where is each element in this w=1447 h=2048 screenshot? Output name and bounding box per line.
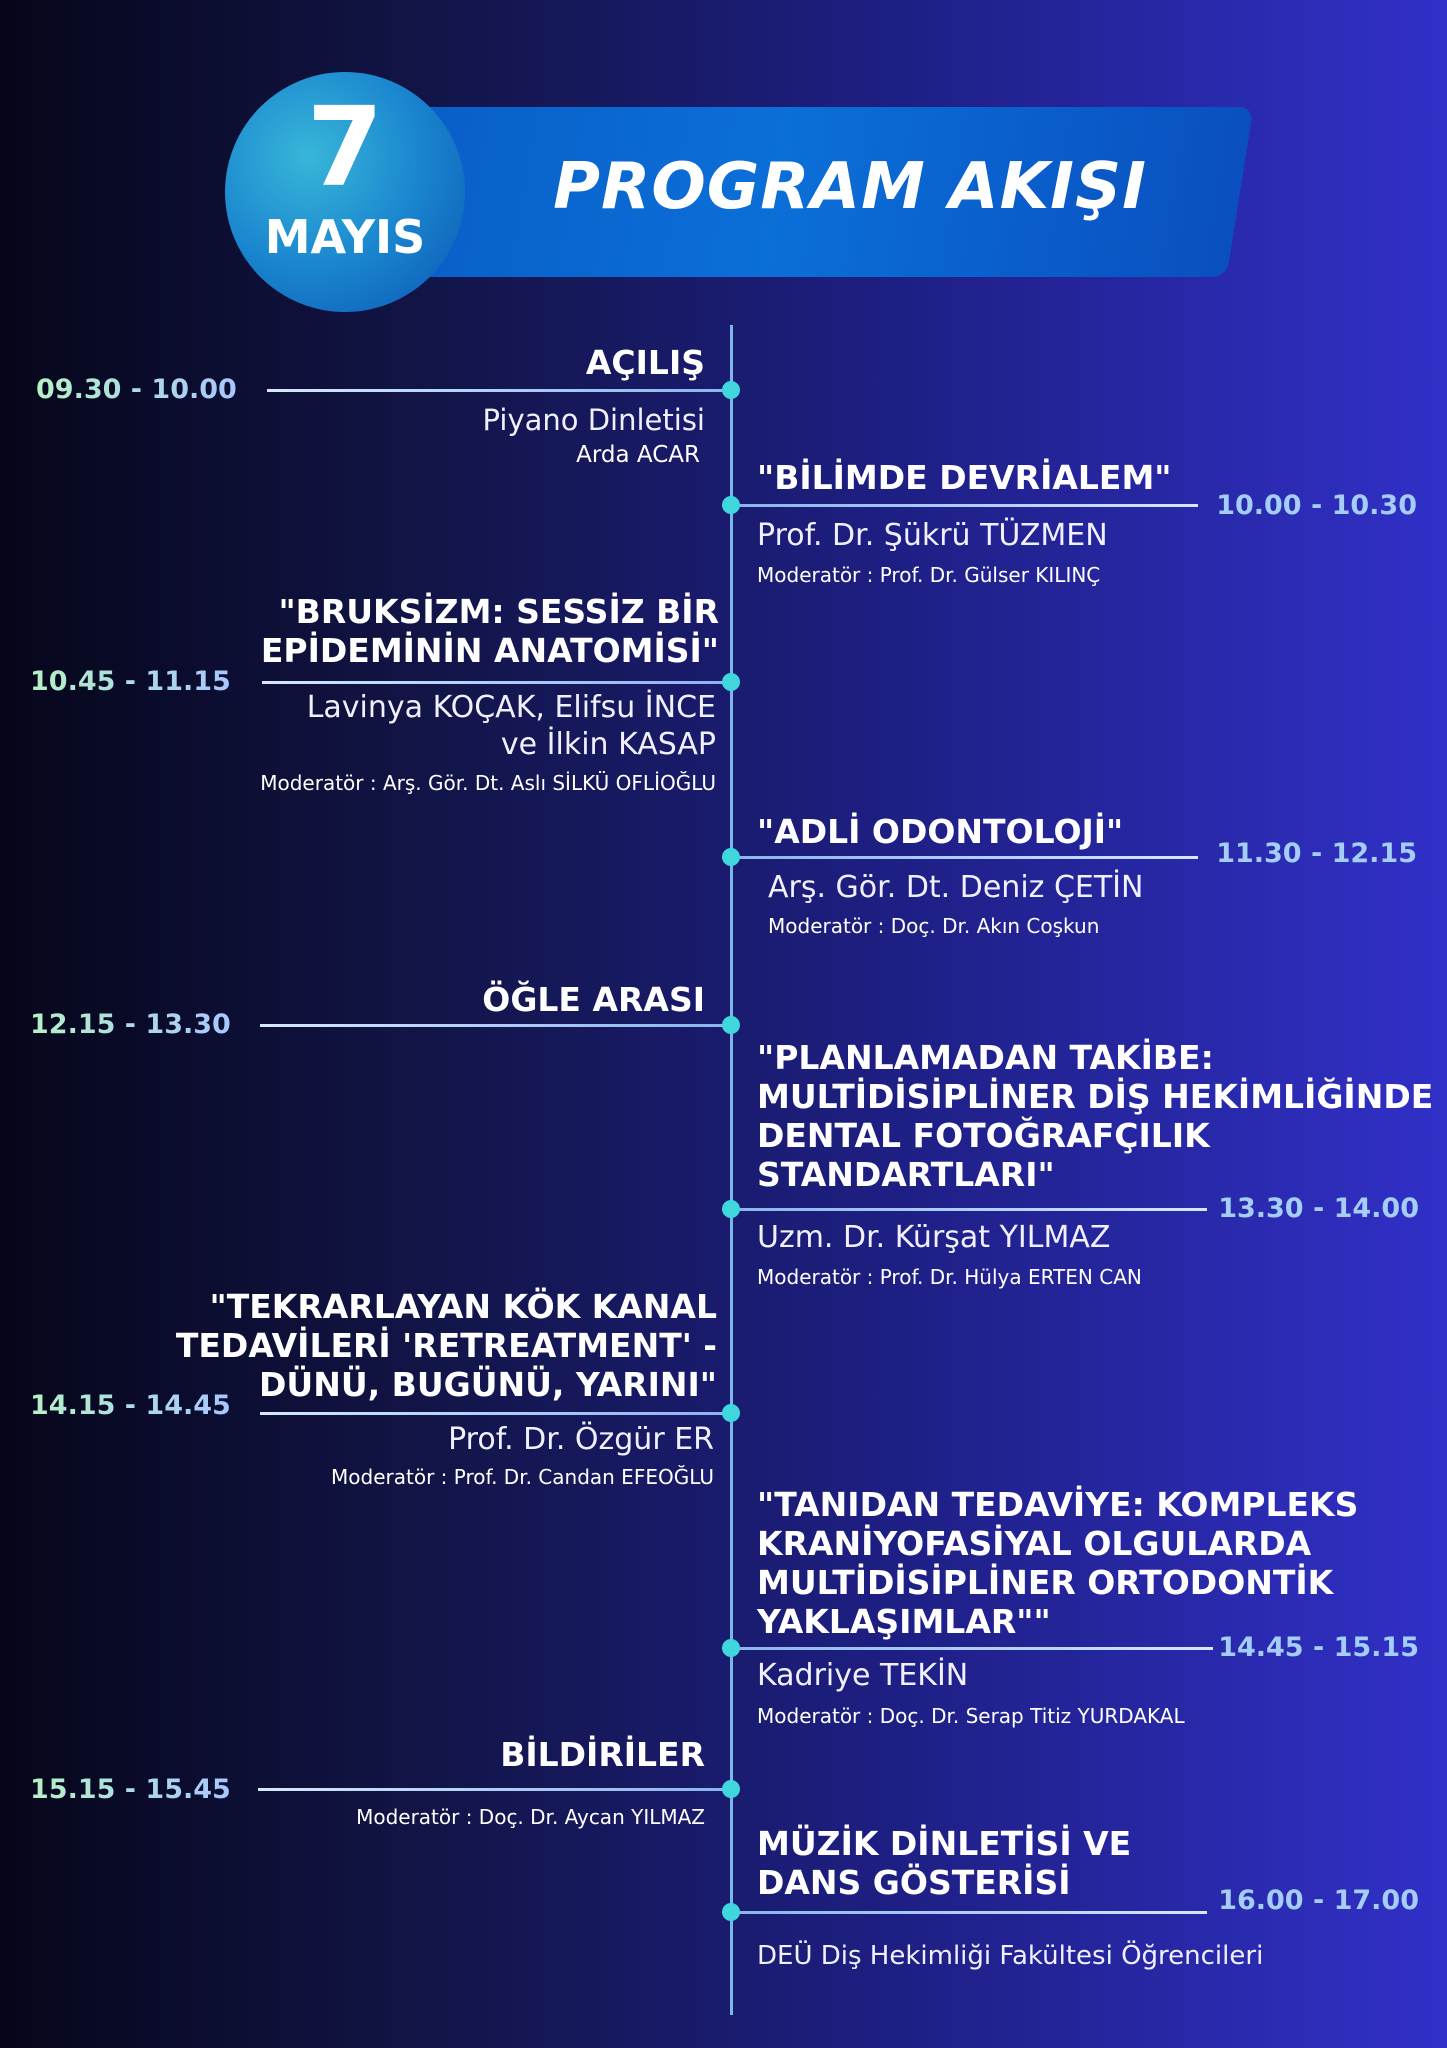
event-title: BİLDİRİLER [500,1735,705,1774]
timeline-dot [722,1016,740,1034]
timeline-dot [722,1200,740,1218]
event-time: 16.00 - 17.00 [1218,1885,1419,1916]
timeline-connector [733,1911,1207,1914]
event-title-line: "TEKRARLAYAN KÖK KANAL [209,1287,717,1326]
event-title-line: TEDAVİLERİ 'RETREATMENT' - [175,1326,717,1365]
date-day: 7 [306,83,384,211]
timeline-connector [733,1647,1213,1650]
event-title-line: "TANIDAN TEDAVİYE: KOMPLEKS [757,1485,1359,1524]
event-title: "ADLİ ODONTOLOJİ" [757,812,1124,851]
event-title-line: KRANİYOFASİYAL OLGULARDA [757,1524,1312,1563]
timeline-connector [260,1412,730,1415]
event-time: 10.45 - 11.15 [30,666,231,697]
event-moderator: Moderatör : Prof. Dr. Hülya ERTEN CAN [757,1265,1142,1289]
timeline-axis [730,325,733,2015]
date-badge [225,72,465,312]
timeline-dot [722,673,740,691]
event-title-line: MÜZİK DİNLETİSİ VE [757,1824,1132,1863]
event-performer: Arda ACAR [576,442,700,468]
event-time: 11.30 - 12.15 [1216,838,1417,869]
event-moderator: Moderatör : Doç. Dr. Aycan YILMAZ [356,1805,705,1829]
event-speaker: Piyano Dinletisi [482,403,705,437]
timeline-connector [733,1208,1207,1211]
event-title: "BİLİMDE DEVRİALEM" [757,458,1172,497]
timeline-connector [267,389,730,392]
event-title-line: DENTAL FOTOĞRAFÇILIK [757,1116,1210,1155]
timeline-dot [722,1780,740,1798]
timeline-connector [733,856,1198,859]
timeline-connector [733,504,1198,507]
timeline-dot [722,1404,740,1422]
event-speaker: Prof. Dr. Özgür ER [448,1422,714,1457]
event-speaker: Kadriye TEKİN [757,1658,969,1693]
event-speaker: Prof. Dr. Şükrü TÜZMEN [757,518,1108,553]
event-time: 12.15 - 13.30 [30,1009,231,1040]
page-title: PROGRAM AKIŞI [553,150,1147,224]
timeline-connector [258,1788,730,1791]
event-title-line: EPİDEMİNİN ANATOMİSİ" [260,631,719,670]
event-performer: DEÜ Diş Hekimliği Fakültesi Öğrencileri [757,1941,1264,1971]
event-time: 15.15 - 15.45 [30,1774,231,1805]
event-speaker: ve İlkin KASAP [500,727,716,762]
timeline-connector [260,1024,730,1027]
timeline-dot [722,496,740,514]
event-title-line: "PLANLAMADAN TAKİBE: [757,1038,1214,1077]
event-speaker: Lavinya KOÇAK, Elifsu İNCE [306,690,716,725]
event-moderator: Moderatör : Arş. Gör. Dt. Aslı SİLKÜ OFLİOĞLU [260,771,716,795]
event-moderator: Moderatör : Doç. Dr. Akın Coşkun [768,914,1100,938]
event-title-line: DÜNÜ, BUGÜNÜ, YARINI" [259,1365,717,1404]
timeline-dot [722,381,740,399]
event-time: 10.00 - 10.30 [1216,490,1417,521]
event-speaker: Uzm. Dr. Kürşat YILMAZ [757,1220,1111,1255]
event-time: 13.30 - 14.00 [1218,1193,1419,1224]
event-time: 14.45 - 15.15 [1218,1632,1419,1663]
event-title: AÇILIŞ [585,343,705,382]
event-title: ÖĞLE ARASI [482,980,705,1019]
event-title-line: YAKLAŞIMLAR"" [757,1602,1051,1641]
event-time: 14.15 - 14.45 [30,1390,231,1421]
timeline-dot [722,1639,740,1657]
event-speaker: Arş. Gör. Dt. Deniz ÇETİN [768,870,1144,905]
event-moderator: Moderatör : Prof. Dr. Gülser KILINÇ [757,563,1101,587]
event-time: 09.30 - 10.00 [36,374,237,405]
event-title-line: MULTİDİSİPLİNER DİŞ HEKİMLİĞİNDE [757,1077,1434,1116]
date-month: MAYIS [264,210,426,264]
timeline-dot [722,1903,740,1921]
event-title-line: STANDARTLARI" [757,1155,1055,1194]
timeline-dot [722,848,740,866]
event-title-line: DANS GÖSTERİSİ [757,1863,1071,1902]
event-moderator: Moderatör : Prof. Dr. Candan EFEOĞLU [331,1465,714,1489]
event-title-line: MULTİDİSİPLİNER ORTODONTİK [757,1563,1334,1602]
timeline-connector [262,681,730,684]
event-moderator: Moderatör : Doç. Dr. Serap Titiz YURDAKAL [757,1704,1185,1728]
event-title-line: "BRUKSİZM: SESSİZ BİR [278,592,719,631]
